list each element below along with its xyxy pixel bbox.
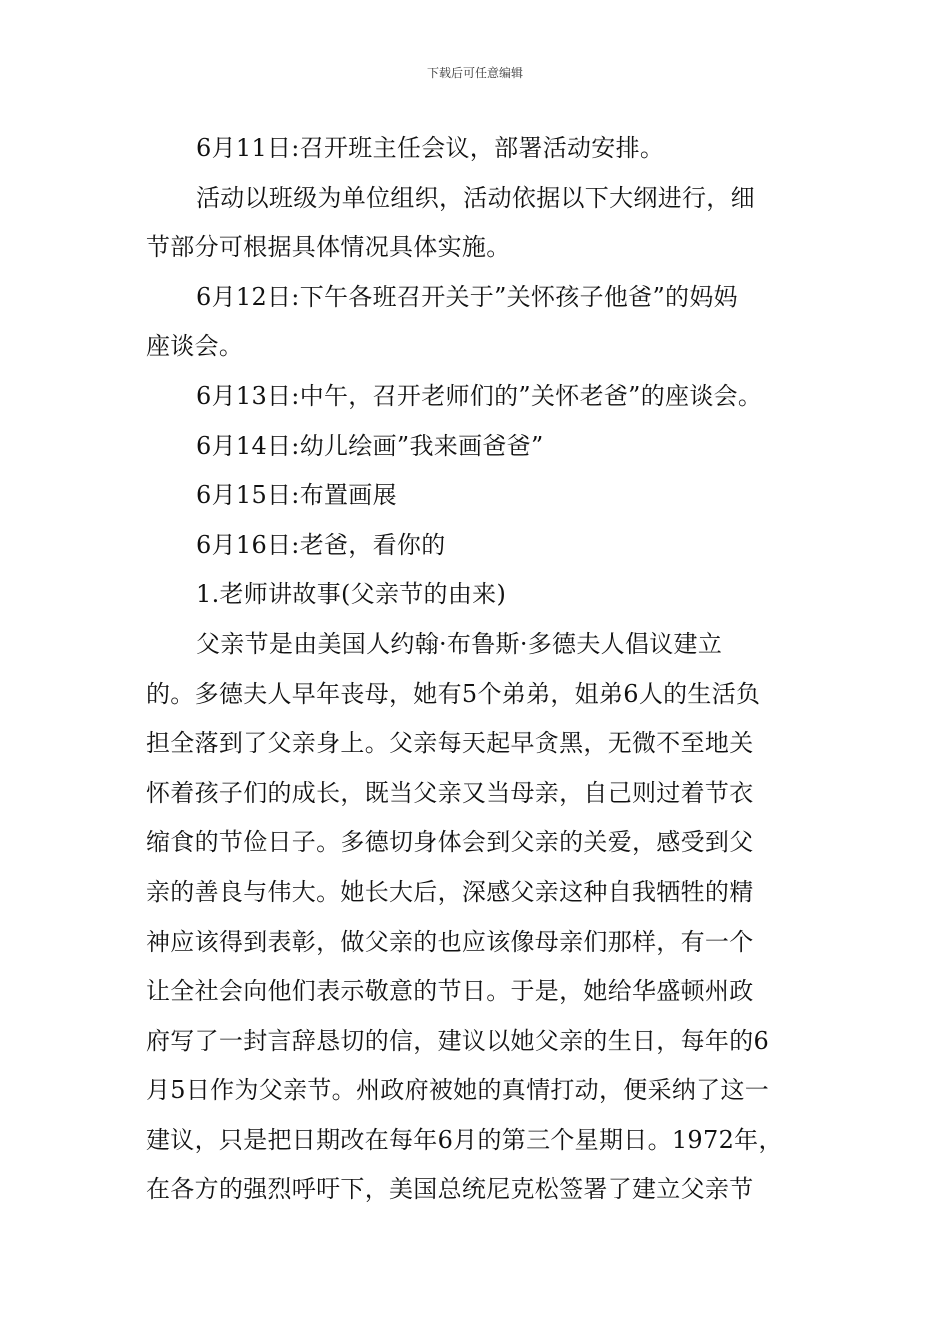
document-body xyxy=(146,124,822,1215)
text-line: 担全落到了父亲身上。父亲每天起早贪黑，无微不至地关 xyxy=(146,729,754,758)
text-line: 6月16日:老爸，看你的 xyxy=(196,530,446,559)
text-line: 座谈会。 xyxy=(146,332,244,361)
text-line: 1.老师讲故事(父亲节的由来) xyxy=(196,580,507,609)
text-line: 怀着孩子们的成长，既当父亲又当母亲，自己则过着节衣 xyxy=(146,778,754,807)
text-line: 神应该得到表彰，做父亲的也应该像母亲们那样，有一个 xyxy=(146,927,754,956)
text-line: 让全社会向他们表示敬意的节日。于是，她给华盛顿州政 xyxy=(146,977,754,1006)
text-line: 的。多德夫人早年丧母，她有5个弟弟，姐弟6人的生活负 xyxy=(146,679,761,708)
text-line: 府写了一封言辞恳切的信，建议以她父亲的生日，每年的6 xyxy=(146,1026,770,1055)
text-line: 节部分可根据具体情况具体实施。 xyxy=(146,233,511,262)
text-line: 活动以班级为单位组织，活动依据以下大纲进行，细 xyxy=(196,183,755,212)
text-line: 父亲节是由美国人约翰·布鲁斯·多德夫人倡议建立 xyxy=(196,629,723,658)
text-line: 6月15日:布置画展 xyxy=(196,481,397,510)
text-line: 6月14日:幼儿绘画”我来画爸爸” xyxy=(196,431,544,460)
text-line: 在各方的强烈呼吁下，美国总统尼克松签署了建立父亲节 xyxy=(146,1175,754,1204)
text-line: 6月13日:中午，召开老师们的”关怀老爸”的座谈会。 xyxy=(196,381,763,410)
text-line: 建议，只是把日期改在每年6月的第三个星期日。1972年， xyxy=(146,1125,783,1154)
page-header: 下载后可任意编辑 xyxy=(426,66,523,80)
text-line: 亲的善良与伟大。她长大后，深感父亲这种自我牺牲的精 xyxy=(146,877,754,906)
text-line: 月5日作为父亲节。州政府被她的真情打动，便采纳了这一 xyxy=(146,1076,770,1105)
text-line: 缩食的节俭日子。多德切身体会到父亲的关爱，感受到父 xyxy=(146,828,754,857)
text-line: 6月11日:召开班主任会议，部署活动安排。 xyxy=(196,134,665,162)
text-line: 6月12日:下午各班召开关于”关怀孩子他爸”的妈妈 xyxy=(196,282,738,311)
